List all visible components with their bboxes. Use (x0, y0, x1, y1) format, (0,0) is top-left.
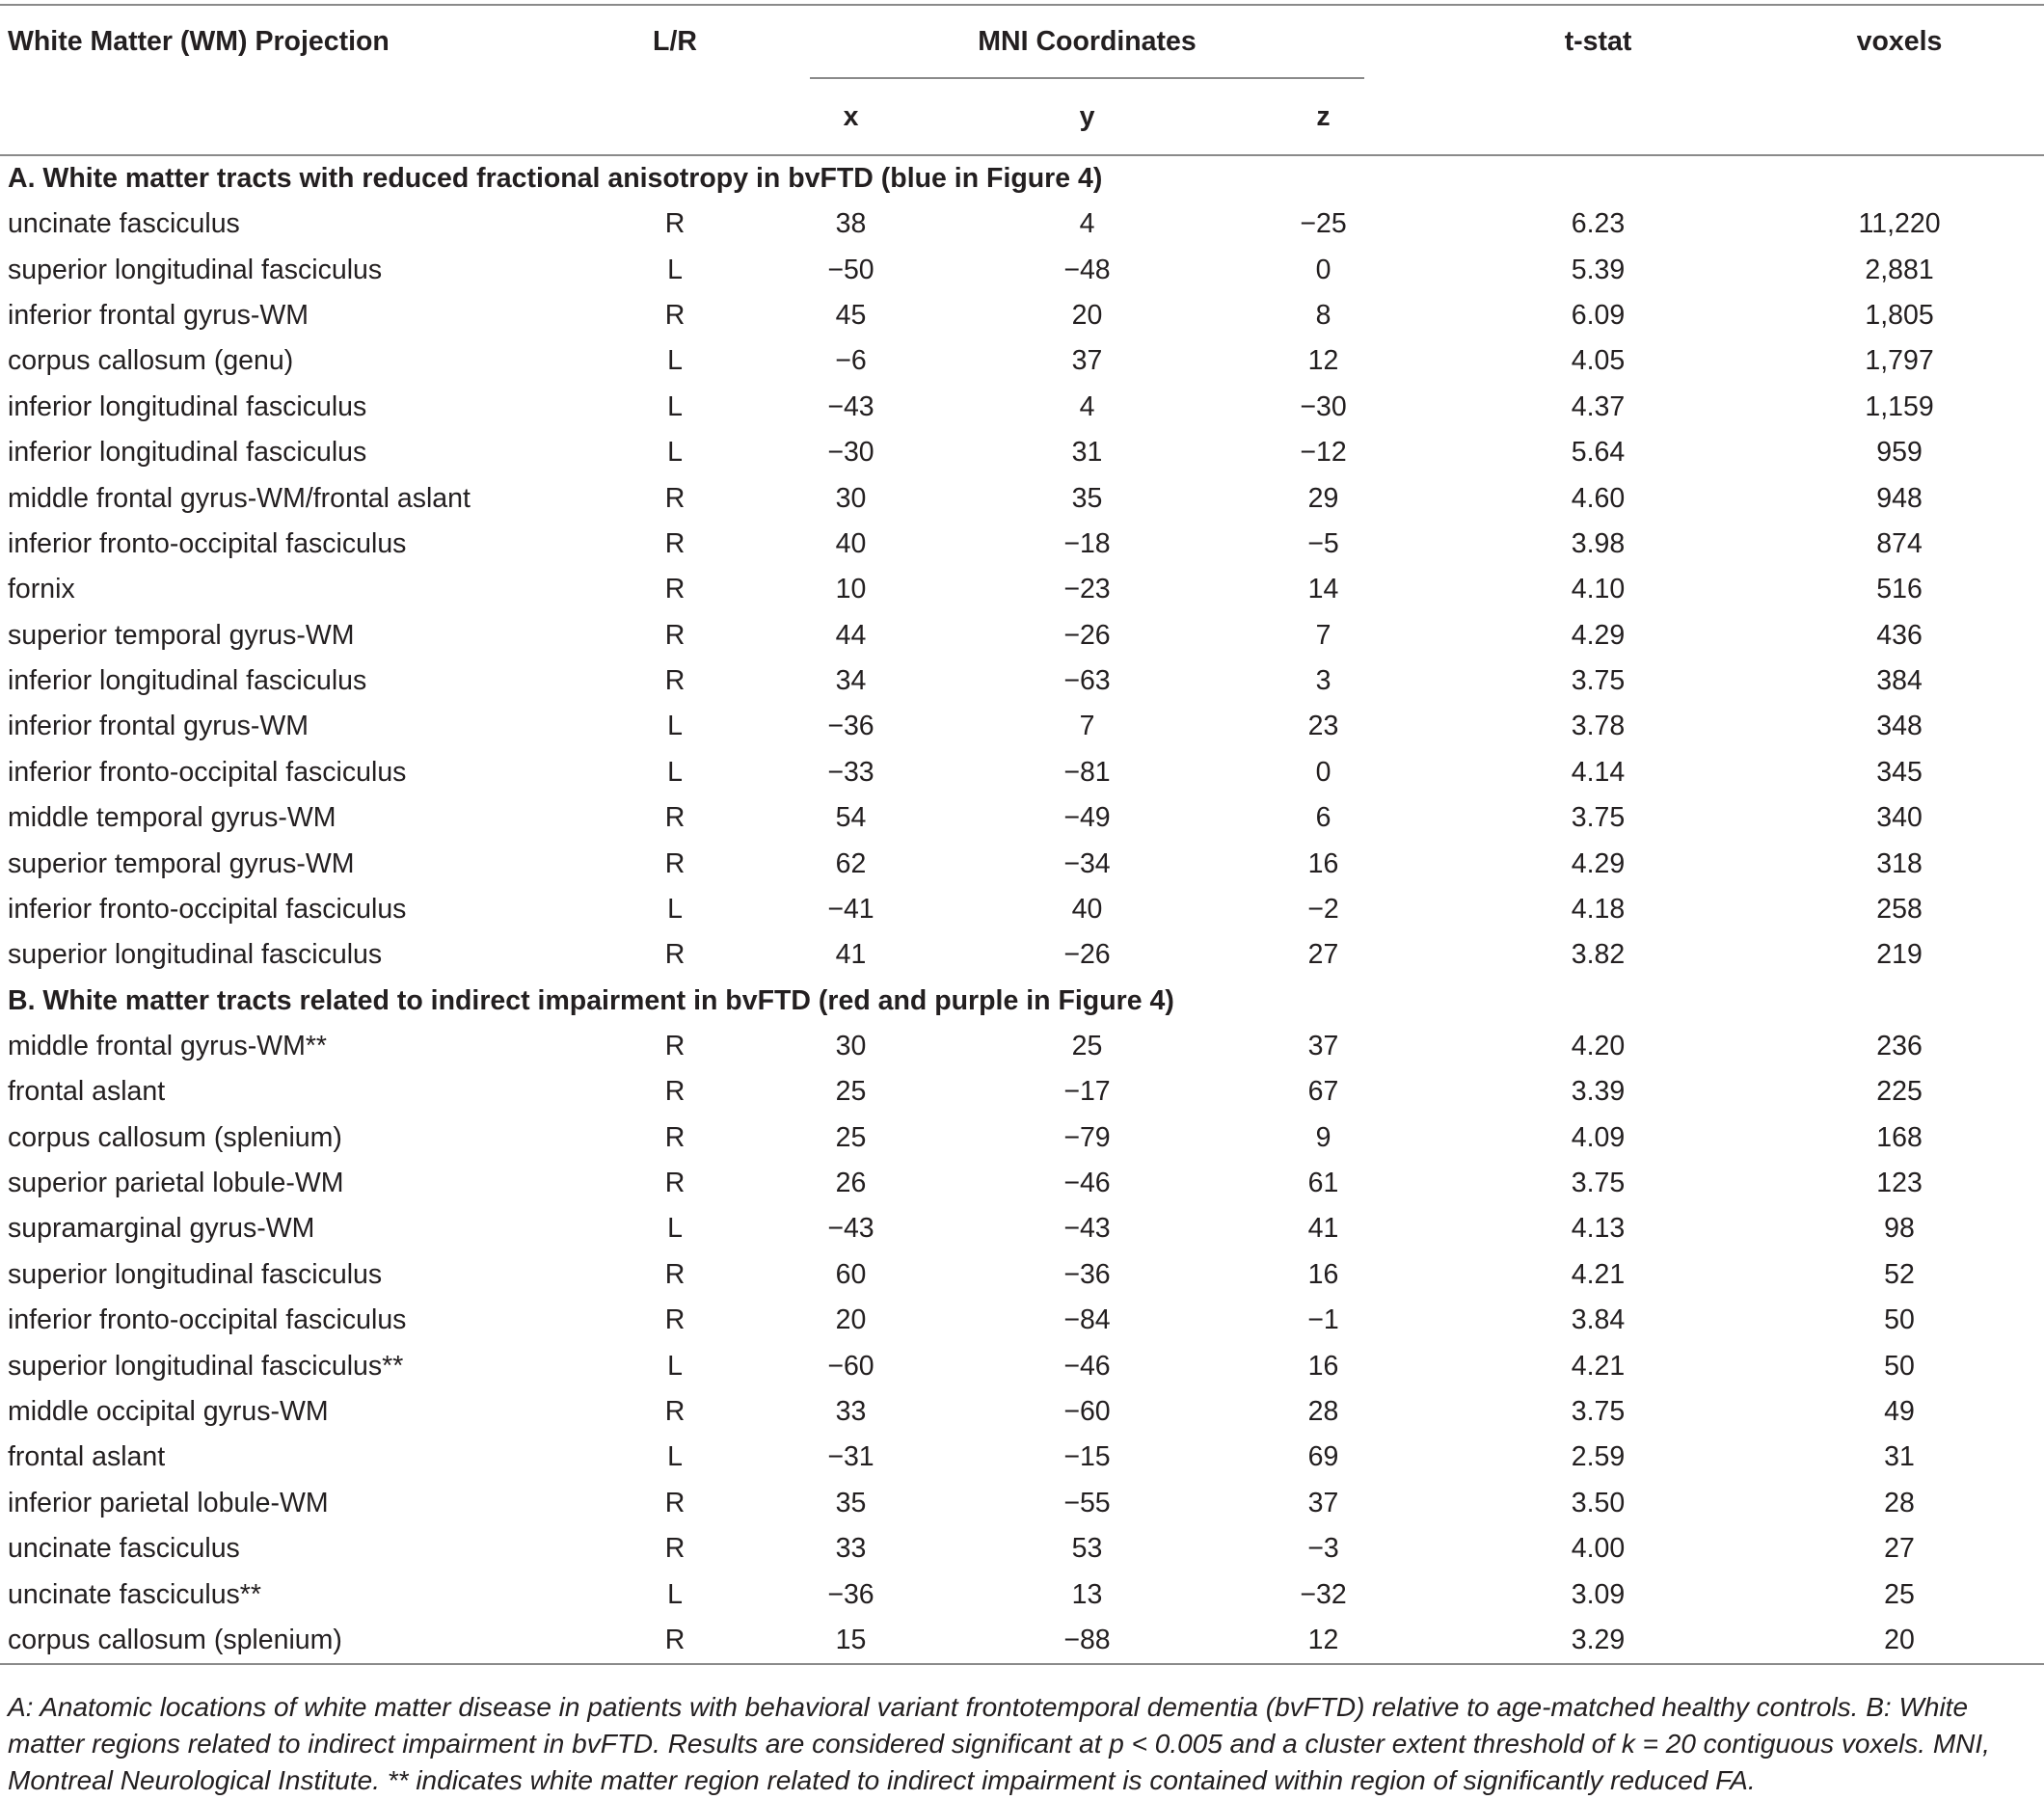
cell-lr: L (667, 711, 683, 742)
cell-x: 40 (835, 527, 867, 559)
cell-projection: inferior longitudinal fasciculus (8, 437, 367, 469)
cell-y: −55 (1063, 1487, 1111, 1518)
cell-z: 28 (1307, 1395, 1339, 1427)
table-row (0, 1526, 2044, 1572)
cell-z: −32 (1300, 1578, 1347, 1610)
table-row (0, 1343, 2044, 1388)
cell-x: 10 (835, 574, 867, 605)
table-row (0, 1481, 2044, 1526)
cell-lr: L (667, 756, 683, 788)
header-row (0, 4, 2044, 79)
cell-projection: middle occipital gyrus-WM (8, 1395, 329, 1427)
cell-x: 34 (835, 665, 867, 697)
cell-z: 69 (1307, 1441, 1339, 1473)
mni-underline (810, 77, 1364, 79)
cell-projection: superior longitudinal fasciculus (8, 939, 383, 971)
header-lr: L/R (653, 25, 697, 57)
cell-x: 60 (835, 1258, 867, 1290)
cell-tstat: 4.05 (1571, 345, 1626, 377)
cell-lr: L (667, 1350, 683, 1382)
cell-x: 15 (733, 1618, 969, 1664)
cell-projection: uncinate fasciculus (8, 1533, 240, 1565)
cell-tstat: 4.37 (1571, 390, 1626, 422)
cell-lr: R (664, 847, 686, 879)
cell-x: 62 (835, 847, 867, 879)
cell-z: 67 (1307, 1076, 1339, 1108)
table-row (0, 522, 2044, 567)
cell-voxels: 168 (1876, 1121, 1923, 1153)
cell-tstat: 3.09 (1571, 1578, 1626, 1610)
cell-z: 37 (1307, 1487, 1339, 1518)
cell-voxels: 50 (1884, 1304, 1915, 1336)
cell-voxels: 20 (1755, 1618, 2044, 1664)
section-header-row (0, 155, 2044, 201)
cell-y: 25 (1071, 1030, 1103, 1061)
cell-x: 45 (835, 299, 867, 331)
table-row (0, 430, 2044, 475)
cell-projection: inferior fronto-occipital fasciculus (8, 527, 407, 559)
cell-z: −25 (1300, 208, 1347, 240)
section-title: A. White matter tracts with reduced fractional anisotropy in bvFTD (blue in Figure 4) (8, 163, 1103, 194)
table-row (0, 1069, 2044, 1115)
cell-lr: R (664, 1121, 686, 1153)
cell-x: 35 (835, 1487, 867, 1518)
cell-x: 30 (835, 482, 867, 514)
cell-lr: R (664, 1030, 686, 1061)
cell-x: 44 (835, 619, 867, 651)
cell-voxels: 219 (1876, 939, 1923, 971)
cell-voxels: 31 (1884, 1441, 1915, 1473)
cell-x: 26 (835, 1168, 867, 1198)
table-row (0, 841, 2044, 886)
cell-voxels: 27 (1884, 1533, 1915, 1565)
cell-projection: superior longitudinal fasciculus** (8, 1350, 404, 1382)
cell-z: 14 (1307, 574, 1339, 605)
cell-z: −30 (1300, 390, 1347, 422)
cell-projection: inferior fronto-occipital fasciculus (8, 756, 407, 788)
cell-y: 31 (1071, 437, 1103, 469)
cell-z: −12 (1300, 437, 1347, 469)
header-voxels: voxels (1856, 25, 1943, 57)
cell-z: 12 (1205, 1618, 1441, 1664)
cell-y: −79 (1063, 1121, 1111, 1153)
table-row (0, 658, 2044, 704)
cell-x: −6 (835, 345, 867, 377)
cell-y: 4 (1079, 390, 1095, 422)
cell-y: −15 (1063, 1441, 1111, 1473)
table-row (0, 293, 2044, 338)
cell-y: −43 (1063, 1213, 1111, 1245)
cell-voxels: 28 (1884, 1487, 1915, 1518)
cell-y: −26 (1063, 939, 1111, 971)
cell-y: 53 (1071, 1533, 1103, 1565)
cell-lr: R (664, 482, 686, 514)
table-row (0, 1572, 2044, 1617)
cell-tstat: 5.39 (1571, 254, 1626, 285)
cell-voxels: 948 (1876, 482, 1923, 514)
table-row (0, 247, 2044, 292)
cell-voxels: 345 (1876, 756, 1923, 788)
table-row (0, 385, 2044, 430)
cell-tstat: 3.50 (1571, 1487, 1626, 1518)
cell-z: 41 (1307, 1213, 1339, 1245)
cell-voxels: 340 (1876, 802, 1923, 834)
cell-voxels: 436 (1876, 619, 1923, 651)
cell-projection: middle frontal gyrus-WM/frontal aslant (8, 482, 471, 514)
cell-lr: R (664, 939, 686, 971)
cell-y: 20 (1071, 299, 1103, 331)
cell-x: 41 (835, 939, 867, 971)
cell-lr: R (664, 299, 686, 331)
table-row (0, 1298, 2044, 1343)
table-body (0, 155, 2044, 1664)
table-row (0, 1435, 2044, 1480)
header-tstat: t-stat (1564, 25, 1632, 57)
cell-voxels: 348 (1876, 711, 1923, 742)
cell-tstat: 3.39 (1571, 1076, 1626, 1108)
cell-x: 20 (835, 1304, 867, 1336)
header-projection: White Matter (WM) Projection (8, 25, 390, 57)
cell-projection: inferior longitudinal fasciculus (8, 390, 367, 422)
cell-tstat: 3.82 (1571, 939, 1626, 971)
cell-lr: L (667, 390, 683, 422)
cell-x: 54 (835, 802, 867, 834)
cell-z: 12 (1307, 345, 1339, 377)
cell-projection: superior longitudinal fasciculus (8, 254, 383, 285)
cell-tstat: 4.18 (1571, 894, 1626, 926)
cell-voxels: 98 (1884, 1213, 1915, 1245)
cell-projection: corpus callosum (splenium) (0, 1618, 617, 1664)
cell-x: −43 (827, 1213, 874, 1245)
cell-z: 37 (1307, 1030, 1339, 1061)
cell-y: −36 (1063, 1258, 1111, 1290)
cell-z: 61 (1307, 1168, 1339, 1198)
cell-voxels: 123 (1876, 1168, 1923, 1198)
cell-projection: uncinate fasciculus (8, 208, 240, 240)
cell-z: −5 (1307, 527, 1339, 559)
cell-y: 7 (1079, 711, 1095, 742)
cell-z: 27 (1307, 939, 1339, 971)
cell-projection: inferior fronto-occipital fasciculus (8, 1304, 407, 1336)
cell-x: −30 (827, 437, 874, 469)
cell-tstat: 4.29 (1571, 847, 1626, 879)
cell-lr: L (667, 345, 683, 377)
cell-x: −33 (827, 756, 874, 788)
results-table (0, 4, 2044, 1665)
cell-projection: inferior frontal gyrus-WM (8, 711, 309, 742)
cell-tstat: 3.78 (1571, 711, 1626, 742)
cell-tstat: 3.75 (1571, 802, 1626, 834)
cell-lr: L (667, 1441, 683, 1473)
cell-voxels: 11,220 (1858, 208, 1941, 240)
cell-z: 23 (1307, 711, 1339, 742)
cell-voxels: 49 (1884, 1395, 1915, 1427)
cell-y: −88 (969, 1618, 1205, 1664)
cell-tstat: 4.13 (1571, 1213, 1626, 1245)
cell-voxels: 236 (1876, 1030, 1923, 1061)
section-title: B. White matter tracts related to indirect impairment in bvFTD (red and purple in Figure 4) (8, 984, 1174, 1016)
table-row (0, 932, 2044, 978)
cell-y: 4 (1079, 208, 1095, 240)
cell-tstat: 3.84 (1571, 1304, 1626, 1336)
cell-tstat: 5.64 (1571, 437, 1626, 469)
table-row (0, 613, 2044, 658)
cell-x: −36 (827, 1578, 874, 1610)
cell-projection: inferior longitudinal fasciculus (8, 665, 367, 697)
cell-x: −60 (827, 1350, 874, 1382)
table-footnote: A: Anatomic locations of white matter disease in patients with behavioral variant frontotemporal dementia (bvFTD) relative to age-matched healthy controls. B: White matter regions related to indirect impairment in bvFTD. Results are considered significant at p < 0.005 and a cluster extent threshold of k = 20 contiguous voxels. MNI, Montreal Neurological Institute. ** indicates white matter region related to indirect impairment is contained within region of significantly reduced FA. (8, 1692, 1990, 1795)
cell-x: −50 (827, 254, 874, 285)
cell-lr: R (664, 1487, 686, 1518)
table-row (0, 795, 2044, 841)
cell-z: 3 (1315, 665, 1331, 697)
cell-lr: L (667, 1578, 683, 1610)
cell-lr: R (664, 1258, 686, 1290)
cell-x: −41 (827, 894, 874, 926)
cell-projection: corpus callosum (genu) (8, 345, 294, 377)
cell-tstat: 4.20 (1571, 1030, 1626, 1061)
cell-lr: L (667, 1213, 683, 1245)
cell-y: −34 (1063, 847, 1111, 879)
cell-tstat: 4.21 (1571, 1350, 1626, 1382)
cell-tstat: 3.75 (1571, 1168, 1626, 1198)
cell-y: −46 (1063, 1350, 1111, 1382)
cell-lr: R (664, 208, 686, 240)
cell-x: −31 (827, 1441, 874, 1473)
cell-x: 33 (835, 1533, 867, 1565)
table-row (0, 887, 2044, 932)
cell-voxels: 2,881 (1865, 254, 1934, 285)
cell-z: 16 (1307, 1258, 1339, 1290)
table-row (0, 567, 2044, 612)
table-row (0, 1389, 2044, 1435)
cell-lr: L (667, 254, 683, 285)
cell-tstat: 4.14 (1571, 756, 1626, 788)
cell-tstat: 3.98 (1571, 527, 1626, 559)
header-mni (733, 4, 1441, 79)
cell-projection: uncinate fasciculus** (8, 1578, 261, 1610)
cell-x: 25 (835, 1076, 867, 1108)
cell-tstat: 2.59 (1571, 1441, 1626, 1473)
cell-voxels: 1,159 (1865, 390, 1934, 422)
cell-z: −2 (1307, 894, 1339, 926)
cell-tstat: 4.10 (1571, 574, 1626, 605)
table-row (0, 1024, 2044, 1069)
cell-voxels: 516 (1876, 574, 1923, 605)
cell-tstat: 3.75 (1571, 665, 1626, 697)
table-row (0, 704, 2044, 749)
cell-y: −26 (1063, 619, 1111, 651)
cell-lr: L (667, 437, 683, 469)
cell-z: 16 (1307, 847, 1339, 879)
cell-x: 30 (835, 1030, 867, 1061)
subheader-row (0, 79, 2044, 155)
cell-tstat: 6.09 (1571, 299, 1626, 331)
cell-y: −17 (1063, 1076, 1111, 1108)
cell-projection: superior temporal gyrus-WM (8, 847, 355, 879)
cell-z: 8 (1315, 299, 1331, 331)
cell-y: −81 (1063, 756, 1111, 788)
cell-lr: R (664, 1076, 686, 1108)
cell-x: −36 (827, 711, 874, 742)
cell-voxels: 225 (1876, 1076, 1923, 1108)
table-row (0, 475, 2044, 521)
cell-y: 35 (1071, 482, 1103, 514)
cell-projection: frontal aslant (8, 1441, 166, 1473)
cell-tstat: 3.29 (1441, 1618, 1755, 1664)
cell-voxels: 384 (1876, 665, 1923, 697)
cell-x: 38 (835, 208, 867, 240)
cell-projection: superior parietal lobule-WM (8, 1168, 344, 1198)
cell-z: 0 (1315, 254, 1331, 285)
table-row (0, 1252, 2044, 1298)
cell-lr: R (664, 527, 686, 559)
cell-tstat: 4.29 (1571, 619, 1626, 651)
cell-projection: corpus callosum (splenium) (8, 1121, 342, 1153)
cell-y: −63 (1063, 665, 1111, 697)
cell-z: −3 (1307, 1533, 1339, 1565)
cell-y: −18 (1063, 527, 1111, 559)
cell-voxels: 874 (1876, 527, 1923, 559)
cell-projection: superior temporal gyrus-WM (8, 619, 355, 651)
cell-tstat: 4.60 (1571, 482, 1626, 514)
cell-z: 6 (1315, 802, 1331, 834)
cell-y: −84 (1063, 1304, 1111, 1336)
cell-projection: inferior parietal lobule-WM (8, 1487, 329, 1518)
cell-x: −43 (827, 390, 874, 422)
cell-z: 7 (1315, 619, 1331, 651)
cell-projection: middle frontal gyrus-WM** (8, 1030, 328, 1061)
cell-y: −60 (1063, 1395, 1111, 1427)
cell-voxels: 1,805 (1865, 299, 1934, 331)
cell-lr: R (664, 619, 686, 651)
cell-projection: superior longitudinal fasciculus (8, 1258, 383, 1290)
cell-projection: frontal aslant (8, 1076, 166, 1108)
cell-voxels: 258 (1876, 894, 1923, 926)
cell-voxels: 1,797 (1865, 345, 1934, 377)
cell-voxels: 52 (1884, 1258, 1915, 1290)
cell-projection: inferior frontal gyrus-WM (8, 299, 309, 331)
table-row (0, 1618, 2044, 1664)
cell-z: 9 (1315, 1121, 1331, 1153)
cell-voxels: 25 (1884, 1578, 1915, 1610)
table-row (0, 1206, 2044, 1251)
cell-tstat: 4.09 (1571, 1121, 1626, 1153)
cell-y: 40 (1071, 894, 1103, 926)
cell-lr: R (664, 1533, 686, 1565)
cell-tstat: 4.00 (1571, 1533, 1626, 1565)
cell-lr: R (664, 802, 686, 834)
header-mni-label: MNI Coordinates (978, 25, 1197, 57)
cell-projection: inferior fronto-occipital fasciculus (8, 894, 407, 926)
cell-tstat: 6.23 (1571, 208, 1626, 240)
cell-y: −46 (1063, 1168, 1111, 1198)
cell-lr: R (664, 665, 686, 697)
cell-lr: R (617, 1618, 733, 1664)
header-y: y (1079, 100, 1095, 132)
cell-y: −48 (1063, 254, 1111, 285)
cell-projection: middle temporal gyrus-WM (8, 802, 336, 834)
cell-y: −49 (1063, 802, 1111, 834)
cell-x: 25 (835, 1121, 867, 1153)
cell-lr: L (667, 894, 683, 926)
cell-z: −1 (1307, 1304, 1339, 1336)
table-row (0, 750, 2044, 795)
table-row (0, 1115, 2044, 1160)
cell-tstat: 3.75 (1571, 1395, 1626, 1427)
cell-lr: R (664, 1395, 686, 1427)
cell-z: 16 (1307, 1350, 1339, 1382)
cell-z: 29 (1307, 482, 1339, 514)
cell-projection: fornix (8, 574, 75, 605)
cell-lr: R (664, 1304, 686, 1336)
cell-x: 33 (835, 1395, 867, 1427)
cell-voxels: 50 (1884, 1350, 1915, 1382)
header-x: x (843, 100, 859, 132)
cell-tstat: 4.21 (1571, 1258, 1626, 1290)
header-z: z (1316, 100, 1331, 132)
table-row (0, 1161, 2044, 1206)
table-row (0, 338, 2044, 384)
cell-voxels: 318 (1876, 847, 1923, 879)
section-header-row (0, 979, 2044, 1024)
cell-z: 0 (1315, 756, 1331, 788)
cell-voxels: 959 (1876, 437, 1923, 469)
cell-y: 13 (1071, 1578, 1103, 1610)
cell-projection: supramarginal gyrus-WM (8, 1213, 315, 1245)
table-row (0, 201, 2044, 247)
cell-lr: R (664, 1168, 686, 1198)
cell-y: 37 (1071, 345, 1103, 377)
cell-lr: R (664, 574, 686, 605)
cell-y: −23 (1063, 574, 1111, 605)
